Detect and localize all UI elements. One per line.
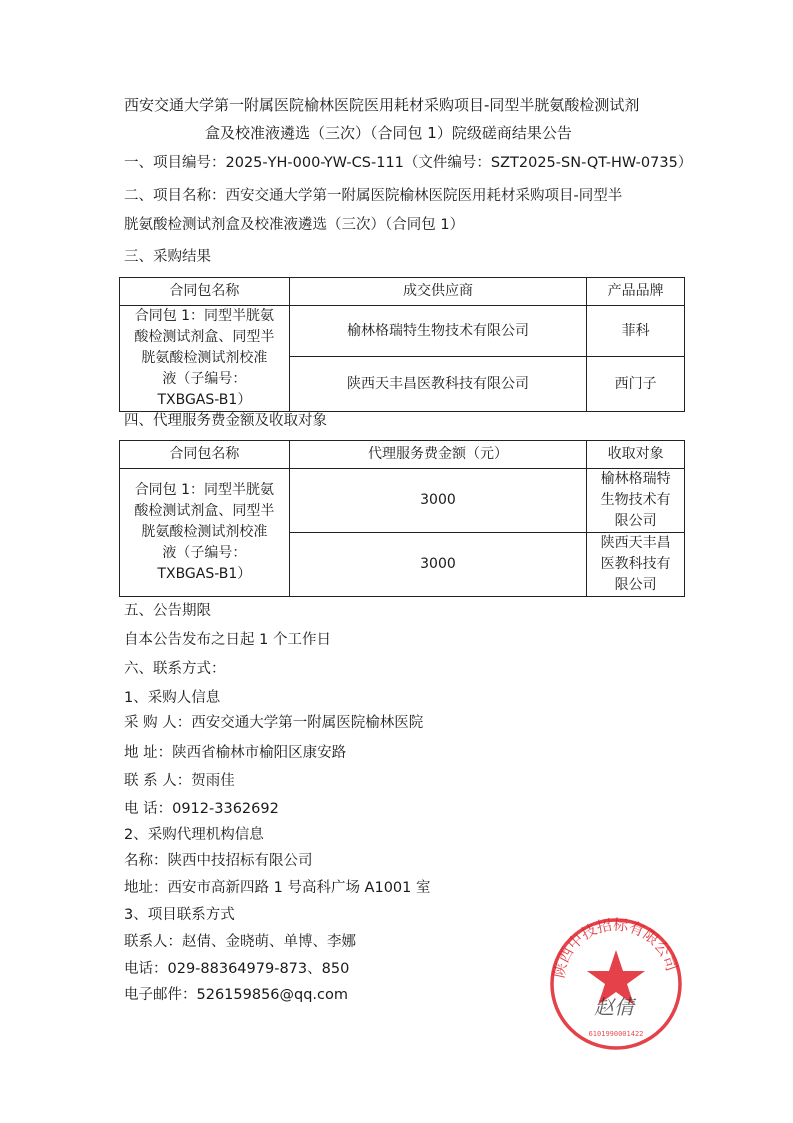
seal-serial: 6101990001422 xyxy=(588,1030,644,1038)
brand-cell: 菲科 xyxy=(587,306,685,357)
payee-cell xyxy=(587,533,685,597)
notice-title-line-2: 盒及校准液遴选（三次）（合同包 1）院级磋商结果公告 xyxy=(205,124,572,142)
package-line: 合同包 1：同型半胱氨 xyxy=(134,482,275,498)
table-row xyxy=(120,306,685,357)
project-contact-phone: 电话：029-88364979-873、850 xyxy=(124,961,350,977)
payee-line: 榆林格瑞特 xyxy=(600,471,671,487)
purchaser-phone: 电 话：0912-3362692 xyxy=(124,801,279,817)
package-line: TXBGAS-B1） xyxy=(157,392,252,408)
column-header-fee-amount: 代理服务费金额（元） xyxy=(289,441,586,469)
project-contact-heading: 3、项目联系方式 xyxy=(124,907,235,923)
fee-amount-cell: 3000 xyxy=(289,533,586,597)
package-line: 胱氨酸检测试剂校准 xyxy=(141,524,268,540)
notice-period-text: 自本公告发布之日起 1 个工作日 xyxy=(124,632,331,648)
package-line: 酸检测试剂盒、同型半 xyxy=(134,503,275,519)
payee-line: 陕西天丰昌 xyxy=(600,535,671,551)
project-contact-people: 联系人：赵倩、金晓萌、单博、李娜 xyxy=(124,934,356,950)
column-header-payee: 收取对象 xyxy=(587,441,685,469)
agency-name: 名称：陕西中技招标有限公司 xyxy=(124,853,313,869)
official-seal xyxy=(546,888,686,1068)
payee-cell xyxy=(587,469,685,533)
package-line: 液（子编号： xyxy=(162,545,247,561)
project-name-line-2: 胱氨酸检测试剂盒及校准液遴选（三次）（合同包 1） xyxy=(124,217,465,233)
fee-amount-cell: 3000 xyxy=(289,469,586,533)
handwritten-signature: 赵倩 xyxy=(594,995,634,1019)
package-line: 合同包 1：同型半胱氨 xyxy=(134,308,275,324)
supplier-cell: 榆林格瑞特生物技术有限公司 xyxy=(289,306,586,357)
agency-heading: 2、采购代理机构信息 xyxy=(124,827,264,843)
supplier-cell: 陕西天丰昌医教科技有限公司 xyxy=(289,357,586,412)
package-line: 酸检测试剂盒、同型半 xyxy=(134,329,275,345)
purchaser-contact: 联 系 人：贺雨佳 xyxy=(124,773,235,789)
payee-line: 限公司 xyxy=(614,577,657,593)
column-header-package: 合同包名称 xyxy=(120,278,290,306)
section-agency-fee: 四、代理服务费金额及收取对象 xyxy=(124,413,327,429)
payee-line: 限公司 xyxy=(614,513,657,529)
project-number: 一、项目编号：2025-YH-000-YW-CS-111（文件编号：SZT2025-SN-QT-HW-0735） xyxy=(124,155,693,171)
seal-ring-text: 陕西中技招标有限公司 xyxy=(549,915,681,980)
package-line: 液（子编号： xyxy=(162,371,247,387)
notice-title-line-1: 西安交通大学第一附属医院榆林医院医用耗材采购项目-同型半胱氨酸检测试剂 xyxy=(124,96,640,114)
package-name-cell xyxy=(120,469,290,597)
section-contacts: 六、联系方式： xyxy=(124,661,226,677)
purchaser-name: 采 购 人：西安交通大学第一附属医院榆林医院 xyxy=(124,715,424,731)
column-header-package: 合同包名称 xyxy=(120,441,290,469)
project-contact-email: 电子邮件：526159856@qq.com xyxy=(124,987,349,1003)
section-procurement-result: 三、采购结果 xyxy=(124,249,211,265)
result-table xyxy=(119,277,685,412)
package-line: TXBGAS-B1） xyxy=(157,566,252,582)
project-name-line-1: 二、项目名称：西安交通大学第一附属医院榆林医院医用耗材采购项目-同型半 xyxy=(124,188,623,204)
agency-address: 地址：西安市高新四路 1 号高科广场 A1001 室 xyxy=(124,880,431,896)
payee-line: 生物技术有 xyxy=(600,492,671,508)
table-row xyxy=(120,469,685,533)
package-line: 胱氨酸检测试剂校准 xyxy=(141,350,268,366)
payee-line: 医教科技有 xyxy=(600,556,671,572)
brand-cell: 西门子 xyxy=(587,357,685,412)
column-header-brand: 产品品牌 xyxy=(587,278,685,306)
column-header-supplier: 成交供应商 xyxy=(289,278,586,306)
purchaser-address: 地 址：陕西省榆林市榆阳区康安路 xyxy=(124,745,347,761)
package-name-cell xyxy=(120,306,290,412)
table-header-row xyxy=(120,278,685,306)
fee-table xyxy=(119,440,685,597)
purchaser-heading: 1、采购人信息 xyxy=(124,690,221,706)
table-header-row xyxy=(120,441,685,469)
section-notice-period: 五、公告期限 xyxy=(124,603,211,619)
